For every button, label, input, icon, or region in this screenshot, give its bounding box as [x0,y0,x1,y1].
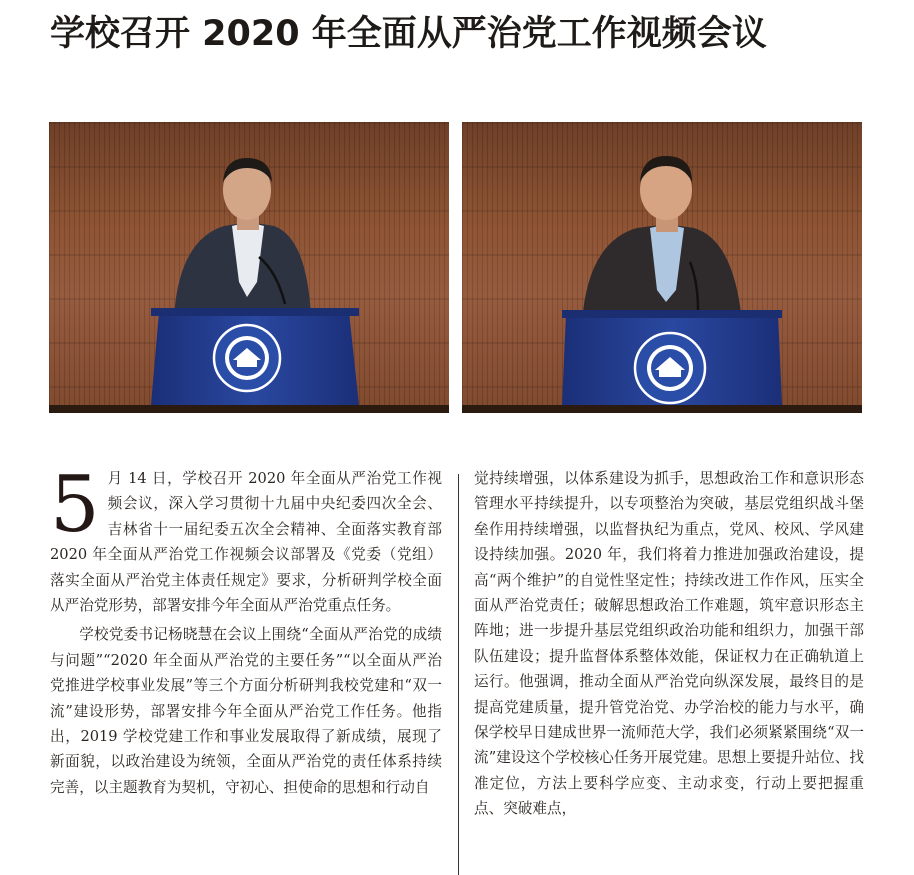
article-paragraph-3: 觉持续增强，以体系建设为抓手，思想政治工作和意识形态管理水平持续提升，以专项整治为突破，基层党组织战斗堡垒作用持续增强，以监督执纪为重点，党风、校风、学风建设持续加强。2020 年，我们将着力推进加强政治建设，提高“两个维护”的自觉性坚定性；持续改进工作作风，压实全面从严治党责任；破解思想政治工作难题，筑牢意识形态主阵地；进一步提升基层党组织政治功能和组织力，加强干部队伍建设；提升监督体系整体效能，保证权力在正确轨道上运行。他强调，推动全面从严治党向纵深发展，最终目的是提高党建质量，提升管党治党、办学治校的能力与水平，确保学校早日建成世界一流师范大学，我们必须紧紧围绕“双一流”建设这个学校核心任务开展党建。思想上要提升站位、找准定位，方法上要科学应变、主动求变，行动上要把握重点、突破难点， [474,470,864,818]
article-paragraph-2: 学校党委书记杨晓慧在会议上围绕“全面从严治党的成绩与问题”“2020 年全面从严治党的主要任务”“以全面从严治党推进学校事业发展”等三个方面分析研判我校党建和“双一流”建设形势，部署安排今年全面从严治党工作任务。他指出，2019 学校党建工作和事业发展取得了新成绩，展现了新面貌，以政治建设为统领，全面从严治党的责任体系持续完善，以主题教育为契机，守初心、担使命的思想和行动自 [50,626,442,796]
speaker-left-illustration [49,122,449,413]
article-column-right [474,466,864,822]
article-paragraph-1 [50,460,442,618]
article-title: 学校召开 2020 年全面从严治党工作视频会议 [50,14,767,54]
speaker-photo-right [462,122,862,413]
speaker-photo-left [49,122,449,413]
speaker-right-illustration [462,122,862,413]
drop-cap: 5 [50,460,100,550]
column-divider [458,474,459,875]
article-column-left [50,460,442,800]
paragraph-1-text: 月 14 日，学校召开 2020 年全面从严治党工作视频会议，深入学习贯彻十九届中央纪委四次全会、吉林省十一届纪委五次全会精神、全面落实教育部 2020 年全面从严治党工作视频会议部署及《党委（党组）落实全面从严治党主体责任规定》要求，分析研判学校全面从严治党形势，部署安排今年全面从严治党重点任务。 [50,470,442,615]
